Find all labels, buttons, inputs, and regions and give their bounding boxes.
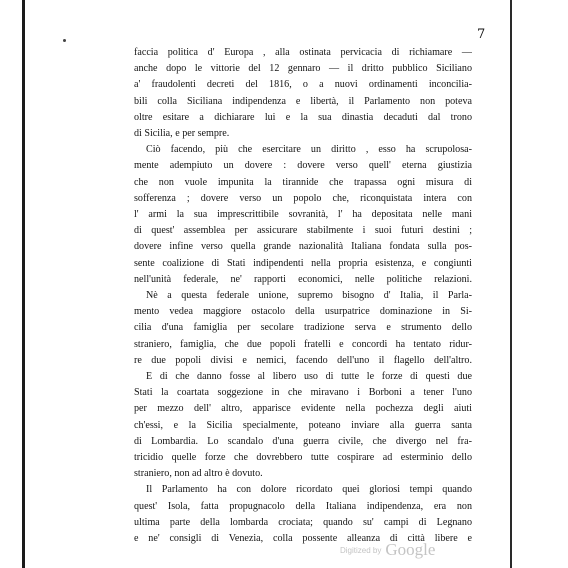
text-line: di Lombardia. Lo scandalo d'una guerra civile, che divergo nel fra- <box>134 435 472 447</box>
text-line: ch'essi, e la Sicilia specialmente, poteano inviare alla guerra santa <box>134 419 472 431</box>
text-line: re due popoli divisi e nemici, facendo dell'uno il flagello dell'altro. <box>134 354 472 366</box>
text-line: dovere infine verso quella grande nazionalità Italiana fondata sulla pos- <box>134 241 472 253</box>
body-text <box>134 45 472 547</box>
text-line: straniero, famiglia, che due popoli fratelli e concordi ha tentato ridur- <box>134 338 472 350</box>
text-line: sente coalizione di Stati indipendenti nella propria esistenza, e congiunti <box>134 257 472 269</box>
text-line: E di che danno fosse al libero uso di tutte le forze di questi due <box>146 371 472 383</box>
text-line: anche dopo le vittorie del 12 gennaro — il dritto pubblico Siciliano <box>134 63 472 75</box>
text-line: che non vuole impunita la tirannide che trapassa ogni misura di <box>134 176 472 188</box>
text-line: quest' Isola, fatta propugnacolo della Italiana indipendenza, era non <box>134 500 472 512</box>
digitized-by-google-watermark <box>340 540 435 560</box>
text-line: faccia politica d' Europa , alla ostinata pervicacia di richiamare — <box>134 47 472 58</box>
text-line: Stati la coartata soggezione in che miravano i Borboni a tener l'uno <box>134 387 472 399</box>
watermark-brand: Google <box>385 540 436 559</box>
text-line: tricidio quelle forze che dovrebbero tutte cospirare ad esterminio dello <box>134 452 472 464</box>
watermark-prefix: Digitized by <box>340 546 382 555</box>
text-line: Ciò facendo, più che esercitare un diritto , esso ha scrupolosa- <box>146 144 472 156</box>
text-line: mente adempiuto un dovere : dovere verso quell' eterna giustizia <box>134 160 472 172</box>
right-page-edge <box>510 0 512 568</box>
text-line: straniero, non ad altro è dovuto. <box>134 468 263 480</box>
text-line: mento vedea maggiore ostacolo della usurpatrice dominazione in Si- <box>134 306 472 318</box>
text-line: di quest' assemblea per assicurare stabilmente i suoi futuri destini ; <box>134 225 472 237</box>
text-line: di Sicilia, e per sempre. <box>134 128 230 140</box>
text-line: l' armi la sua imprescrittibile sovranità, l' ha depositata nelle mani <box>134 209 472 221</box>
text-line: cilia d'una famiglia per secolare tradizione serva e strumento dello <box>134 322 472 334</box>
text-line: per mezzo dell' altro, apparisce evidente nella pochezza degli aiuti <box>134 403 472 415</box>
text-line: Nè a questa federale unione, supremo bisogno d' Italia, il Parla- <box>146 290 472 302</box>
text-line: bili colla Siciliana indipendenza e libertà, il Parlamento non poteva <box>134 95 472 107</box>
ink-speck <box>63 39 66 42</box>
page-number: 7 <box>477 27 486 42</box>
text-line: Il Parlamento ha con dolore ricordato quei gloriosi tempi quando <box>146 484 472 496</box>
text-line: sofferenza ; dovere verso un popolo che, riconquistata intera con <box>134 192 472 204</box>
text-line: e ne' consigli di Venezia, colla possente alleanza di città libere e <box>134 533 472 545</box>
text-line: ultima parte della lombarda crociata; quando su' campi di Legnano <box>134 516 472 528</box>
text-line: a' fraudolenti decreti del 1816, o a nuovi ordinamenti inconcilia- <box>134 79 472 91</box>
left-page-edge <box>22 0 25 568</box>
text-line: oltre esitare a dichiarare lui e la sua dinastia decaduti dal trono <box>134 111 472 123</box>
text-line: nell'unità federale, ne' rapporti economici, nelle politiche relazioni. <box>134 273 472 285</box>
